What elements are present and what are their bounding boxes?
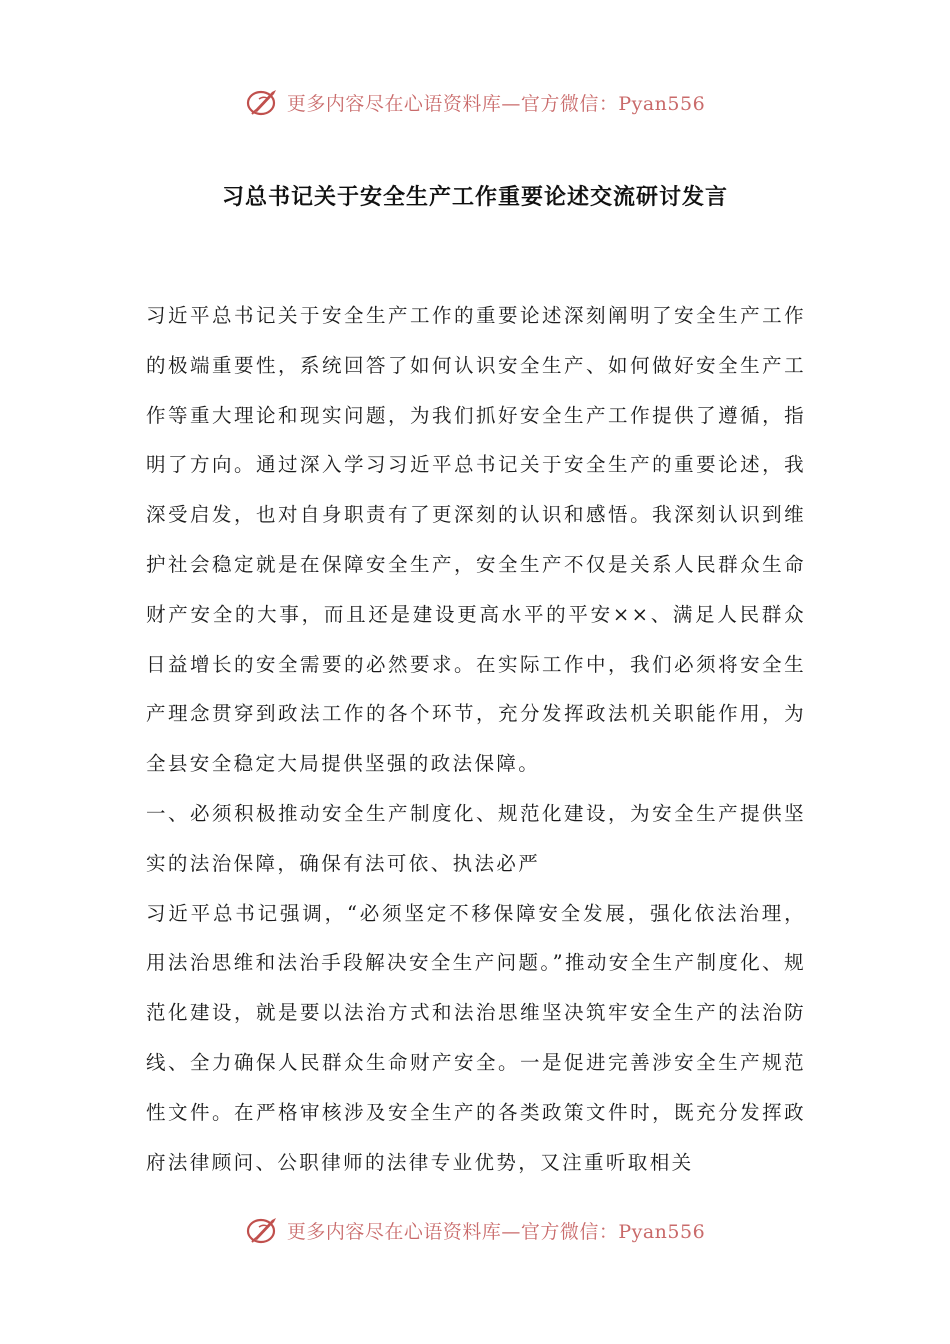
body-paragraph-intro: 习近平总书记关于安全生产工作的重要论述深刻阐明了安全生产工作的极端重要性，系统回答了如何认识安全生产、如何做好安全生产工作等重大理论和现实问题，为我们抓好安全生产工作提供了遵循，指明了方向。通过深入学习习近平总书记关于安全生产的重要论述，我深受启发，也对自身职责有了更深刻的认识和感悟。我深刻认识到维护社会稳定就是在保障安全生产，安全生产不仅是关系人民群众生命财产安全的大事，而且还是建设更高水平的平安××、满足人民群众日益增长的安全需要的必然要求。在实际工作中，我们必须将安全生产理念贯穿到政法工作的各个环节，充分发挥政法机关职能作用，为全县安全稳定大局提供坚强的政法保障。 [146, 304, 806, 776]
header-banner [0, 82, 950, 122]
quill-logo-icon [245, 1212, 281, 1248]
quill-logo-icon [245, 84, 281, 120]
footer-banner-text: 更多内容尽在心语资料库—官方微信：Pyan556 [286, 1220, 706, 1243]
body-paragraph-section-1: 习近平总书记强调，“必须坚定不移保障安全发展，强化依法治理，用法治思维和法治手段解决安全生产问题。”推动安全生产制度化、规范化建设，就是要以法治方式和法治思维坚决筑牢安全生产的法治防线、全力确保人民群众生命财产安全。一是促进完善涉安全生产规范性文件。在严格审核涉及安全生产的各类政策文件时，既充分发挥政府法律顾问、公职律师的法律专业优势，又注重听取相关 [146, 901, 806, 1174]
footer-banner [0, 1210, 950, 1250]
document-body [146, 291, 806, 1187]
header-banner-text: 更多内容尽在心语资料库—官方微信：Pyan556 [286, 92, 706, 115]
section-heading-1: 一、必须积极推动安全生产制度化、规范化建设，为安全生产提供坚实的法治保障，确保有法可依、执法必严 [146, 801, 806, 875]
document-title: 习总书记关于安全生产工作重要论述交流研讨发言 [221, 185, 728, 210]
